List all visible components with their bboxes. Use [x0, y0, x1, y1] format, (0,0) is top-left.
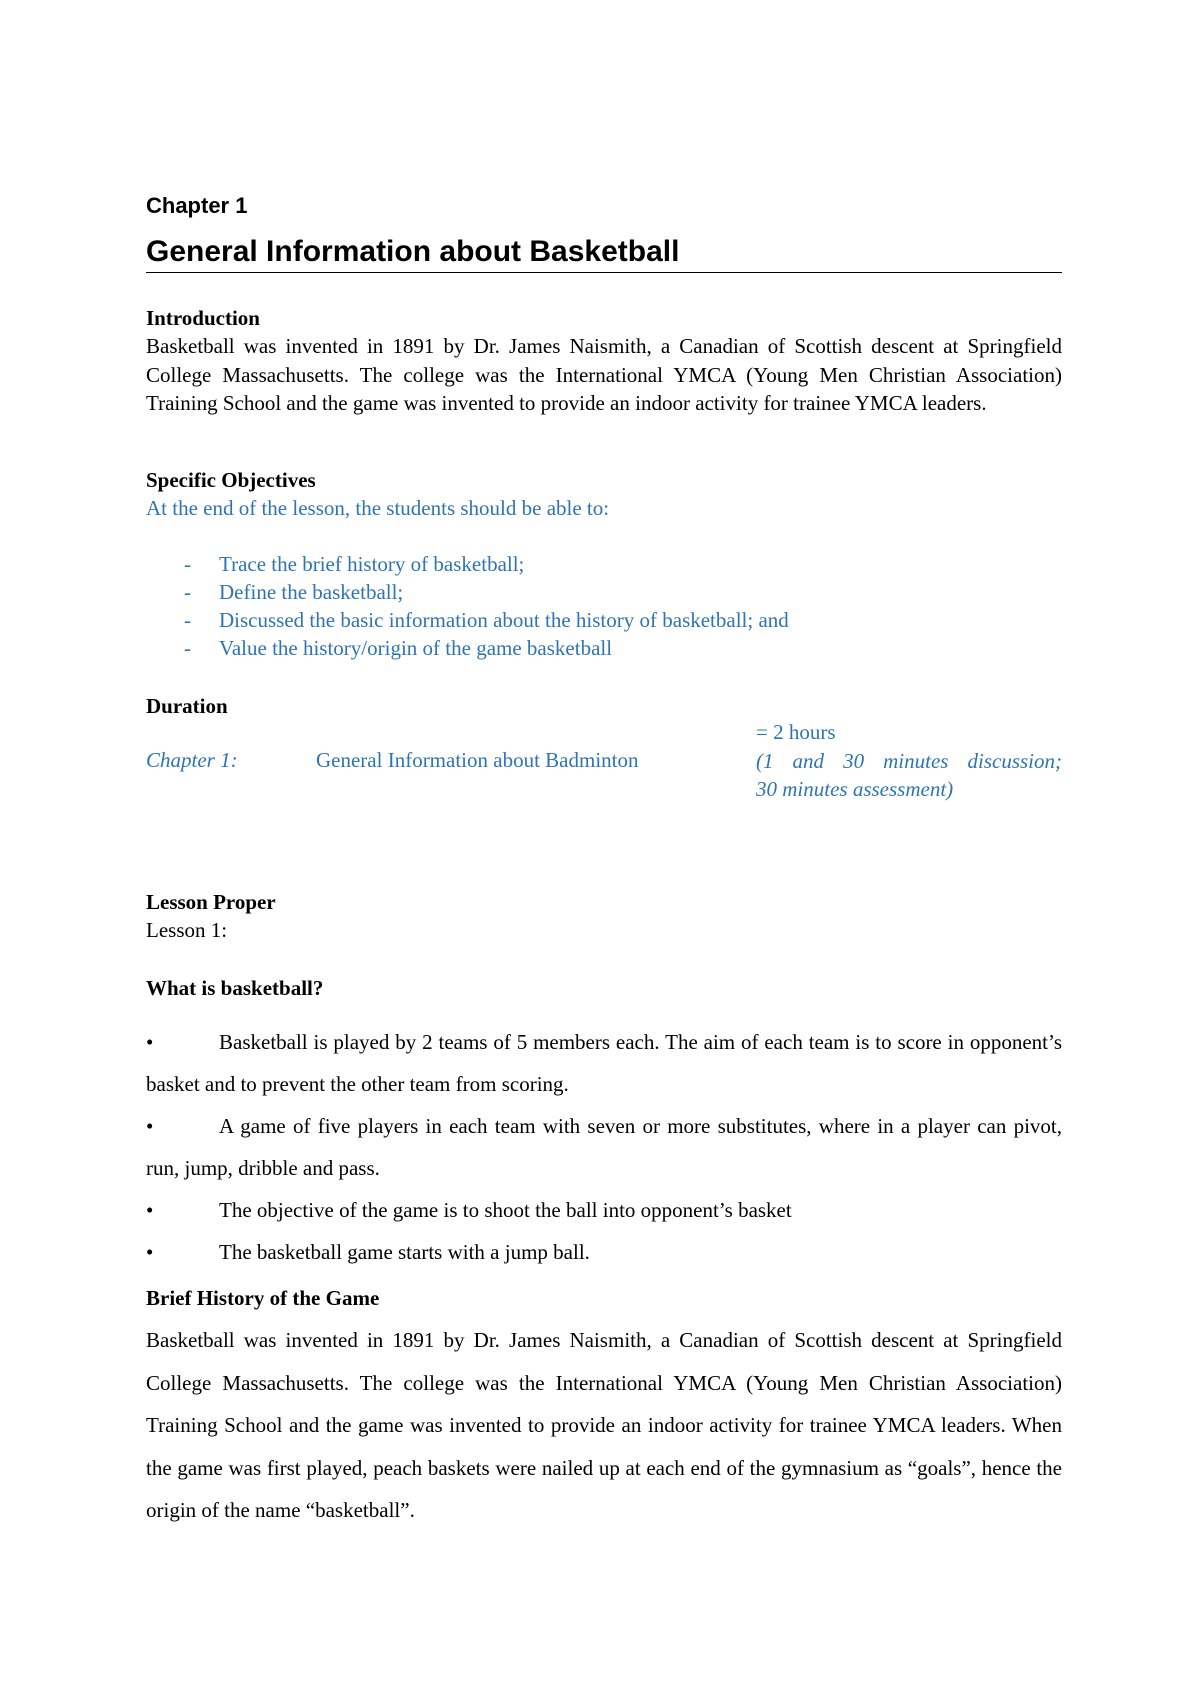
bullet-marker: •: [146, 1198, 154, 1222]
objectives-section: [146, 466, 1062, 662]
duration-heading: Duration: [146, 694, 228, 718]
list-item: • A game of five players in each team with seven or more substitutes, where in a player can pivot, run, jump, dribble and pass.: [146, 1105, 1062, 1189]
introduction-text: Basketball was invented in 1891 by Dr. James Naismith, a Canadian of Scottish descent at Springfield College Massachusetts. The college was the International YMCA (Young Men Christian Association) Training School and the game was invented to provide an indoor activity for trainee YMCA leaders.: [146, 334, 1062, 415]
list-item: • Basketball is played by 2 teams of 5 members each. The aim of each team is to score in opponent’s basket and to prevent the other team from scoring.: [146, 1021, 1062, 1105]
history-section: [146, 1277, 1062, 1532]
what-is-list: [146, 1021, 1062, 1273]
lesson-label: Lesson 1:: [146, 918, 228, 942]
introduction-heading: Introduction: [146, 306, 260, 330]
dash-marker: -: [184, 579, 191, 604]
duration-section: [146, 692, 1062, 720]
lesson-proper-heading: Lesson Proper: [146, 890, 276, 914]
objective-item: - Discussed the basic information about the history of basketball; and: [184, 607, 789, 632]
history-heading: Brief History of the Game: [146, 1286, 380, 1310]
list-item: • The objective of the game is to shoot the ball into opponent’s basket: [146, 1189, 1062, 1231]
duration-total: = 2 hours: [756, 720, 836, 744]
page-title: General Information about Basketball: [146, 234, 1062, 273]
duration-time: [756, 718, 1062, 804]
introduction-section: [146, 304, 1062, 418]
duration-breakdown-2: 30 minutes assessment): [756, 777, 954, 801]
duration-row: [146, 718, 1062, 808]
bullet-marker: •: [146, 1030, 154, 1054]
history-text: Basketball was invented in 1891 by Dr. James Naismith, a Canadian of Scottish descent at Springfield College Massachusetts. The college was the International YMCA (Young Men Christian Association) Training School and the game was invented to provide an indoor activity for trainee YMCA leaders. When the game was first played, peach baskets were nailed up at each end of the gymnasium as “goals”, hence the origin of the name “basketball”.: [146, 1328, 1062, 1522]
dash-marker: -: [184, 635, 191, 660]
dash-marker: -: [184, 551, 191, 576]
duration-topic: General Information about Badminton: [316, 748, 639, 772]
what-is-section: [146, 974, 1062, 1273]
objective-item: - Value the history/origin of the game basketball: [184, 635, 613, 660]
objective-item: - Define the basketball;: [184, 579, 404, 604]
objectives-intro: At the end of the lesson, the students should be able to:: [146, 496, 610, 520]
duration-chapter: Chapter 1:: [146, 748, 238, 772]
dash-marker: -: [184, 607, 191, 632]
chapter-label: Chapter 1: [146, 193, 248, 218]
list-item: • The basketball game starts with a jump ball.: [146, 1231, 1062, 1273]
bullet-marker: •: [146, 1114, 154, 1138]
objective-item: - Trace the brief history of basketball;: [184, 551, 525, 576]
duration-breakdown-1: (1 and 30 minutes discussion;: [756, 748, 1062, 773]
objectives-heading: Specific Objectives: [146, 468, 316, 492]
document-page: [146, 0, 1062, 1696]
lesson-proper-section: [146, 888, 1062, 945]
bullet-marker: •: [146, 1240, 154, 1264]
what-is-heading: What is basketball?: [146, 976, 324, 1000]
objectives-list: [146, 550, 1062, 662]
